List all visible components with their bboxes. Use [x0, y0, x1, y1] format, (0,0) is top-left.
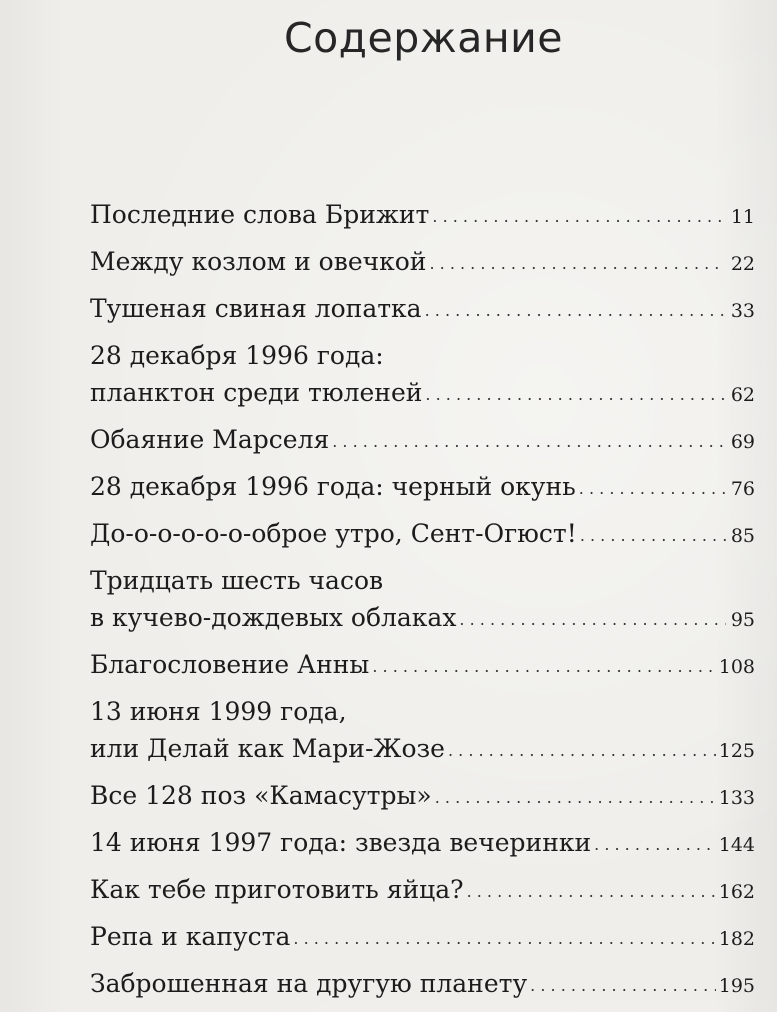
toc-entry-title: Обаяние Марселя	[90, 425, 330, 454]
toc-page-number: 108	[718, 656, 755, 678]
toc-entry	[90, 693, 755, 767]
toc-entry-title: Заброшенная на другую планету	[90, 969, 528, 998]
dot-leader	[429, 245, 726, 282]
toc-entry	[90, 918, 755, 955]
toc-page-number: 11	[730, 206, 755, 228]
toc-entry-title-first-line: Тридцать шесть часов	[90, 566, 384, 595]
toc-entry	[90, 562, 755, 636]
toc-entry-title: Как тебе приготовить яйца?	[90, 875, 464, 904]
toc-entry-title: Последние слова Брижит	[90, 200, 430, 229]
dot-leader	[425, 376, 726, 413]
toc-entry-title-first-line: 28 декабря 1996 года:	[90, 341, 384, 370]
page-title: Содержание	[283, 14, 564, 62]
toc-page-number: 76	[730, 478, 755, 500]
toc-entry-title-first-line: 13 июня 1999 года,	[90, 697, 347, 726]
toc-entry-title: в кучево-дождевых облаках	[90, 603, 457, 632]
dot-leader	[332, 423, 726, 460]
toc-entry	[90, 196, 755, 233]
toc-entry-title: Репа и капуста	[90, 922, 291, 951]
toc-page-number: 162	[718, 881, 755, 903]
toc-page-number: 95	[730, 609, 755, 631]
dot-leader	[435, 779, 716, 816]
toc-entry-title: Все 128 поз «Камасутры»	[90, 781, 432, 810]
toc-entry-title: До-о-о-о-о-о-оброе утро, Сент-Огюст!	[90, 519, 577, 548]
toc-entry-title: или Делай как Мари-Жозе	[90, 734, 445, 763]
toc-page-number: 125	[718, 740, 755, 762]
toc-page-number: 144	[718, 834, 755, 856]
toc-page-number: 62	[730, 384, 755, 406]
dot-leader	[594, 826, 716, 863]
toc-entry-title: 28 декабря 1996 года: черный окунь	[90, 472, 576, 501]
toc-page-number: 33	[730, 300, 755, 322]
toc-entry	[90, 337, 755, 411]
toc-entry	[90, 646, 755, 683]
toc-entry-title: планктон среди тюленей	[90, 378, 423, 407]
toc-entry	[90, 421, 755, 458]
toc-entry	[90, 777, 755, 814]
dot-leader	[425, 292, 726, 329]
toc-page-number: 195	[718, 975, 755, 997]
toc-entry	[90, 243, 755, 280]
toc-page-number: 69	[730, 431, 755, 453]
dot-leader	[580, 517, 726, 554]
dot-leader	[293, 920, 715, 957]
toc-entry	[90, 871, 755, 908]
dot-leader	[448, 732, 716, 769]
dot-leader	[459, 601, 726, 638]
toc-entry-title: Тушеная свиная лопатка	[90, 294, 422, 323]
toc-page-number: 133	[718, 787, 755, 809]
dot-leader	[579, 470, 726, 507]
table-of-contents	[90, 196, 755, 1012]
dot-leader	[530, 967, 716, 1004]
toc-entry-title: Между козлом и овечкой	[90, 247, 427, 276]
dot-leader	[372, 648, 715, 685]
toc-entry	[90, 965, 755, 1002]
toc-entry	[90, 468, 755, 505]
toc-entry-title: 14 июня 1997 года: звезда вечеринки	[90, 828, 592, 857]
dot-leader	[467, 873, 716, 910]
toc-entry-title: Благословение Анны	[90, 650, 370, 679]
toc-page-number: 22	[730, 253, 755, 275]
dot-leader	[432, 198, 726, 235]
toc-entry	[90, 290, 755, 327]
toc-entry	[90, 824, 755, 861]
toc-entry	[90, 515, 755, 552]
toc-page-number: 182	[718, 928, 755, 950]
toc-page-number: 85	[730, 525, 755, 547]
